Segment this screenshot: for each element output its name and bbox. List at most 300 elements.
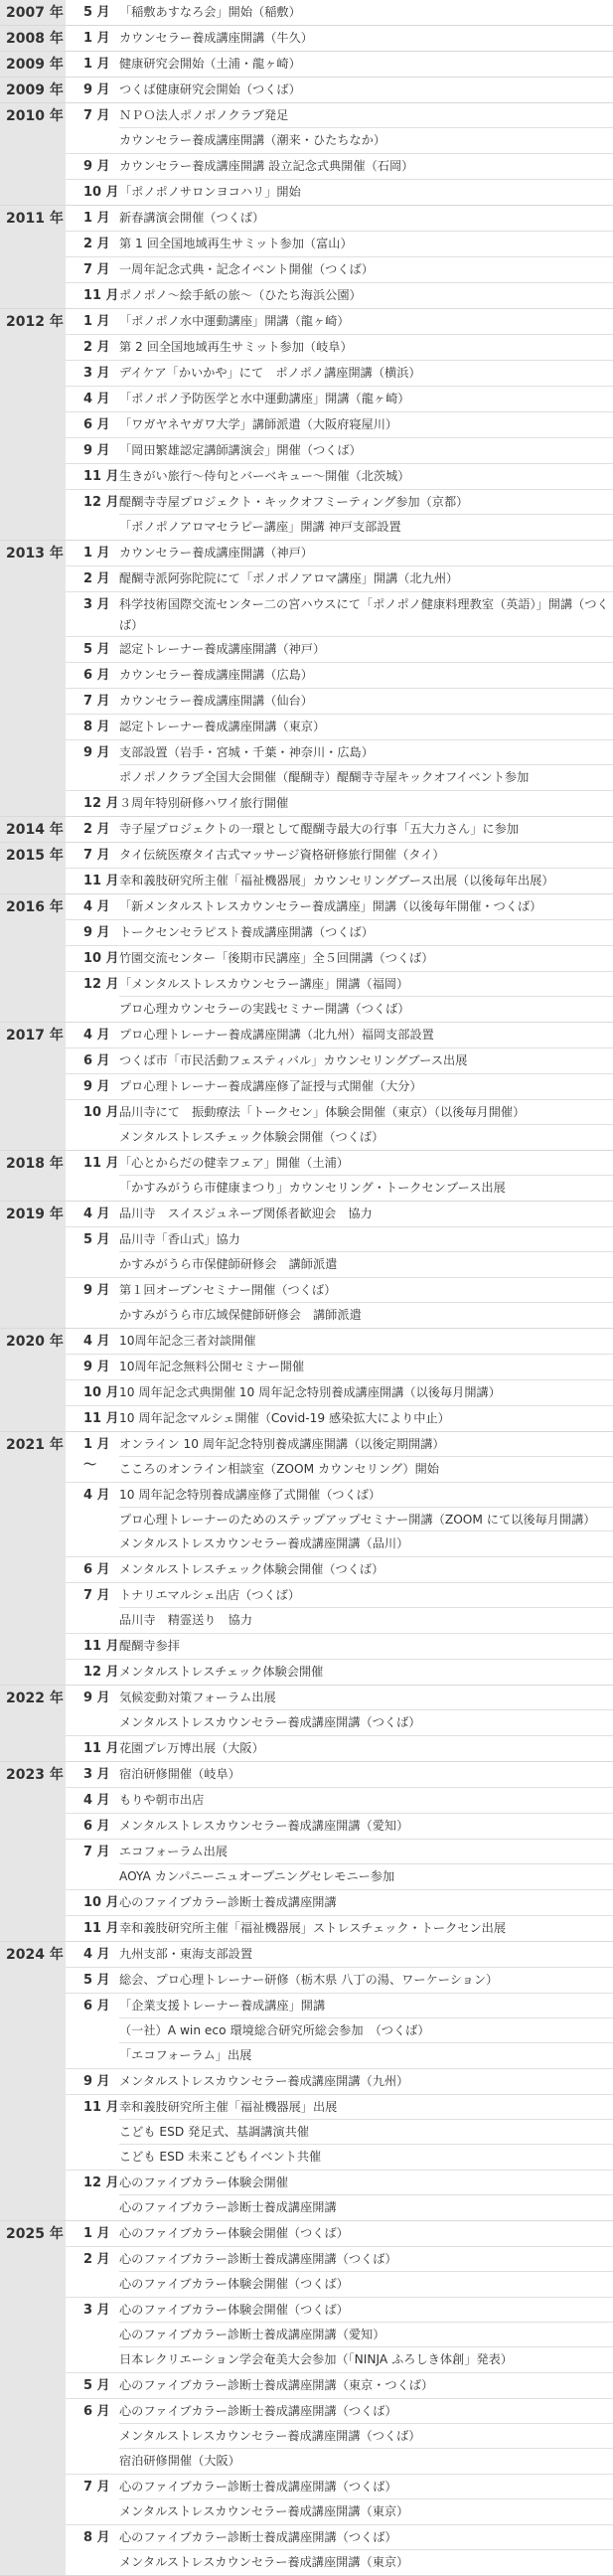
event-list [119,1406,613,1431]
event-list [119,592,613,636]
event-item: 日本レクリエーション学会奄美大会参加（「NINJA ふろしき体創」発表） [119,2352,513,2366]
event-list [119,1814,613,1839]
event-item: 醍醐寺寺屋プロジェクト・キックオフミーティング参加（京都） [119,490,613,515]
event-item: 品川寺 スイスジュネーブ関係者歓迎会 協力 [119,1207,373,1220]
month-label: 5 月 [83,1973,110,1988]
month-label: 7 月 [83,108,110,123]
event-list [119,206,613,231]
event-item: 「かすみがうら市健康まつり」カウンセリング・トークセンブース出展 [119,1181,506,1195]
month-label: 11 月 [83,1741,119,1756]
event-list [119,1432,613,1482]
month-label: 4 月 [83,392,110,406]
event-item: 花園プレ万博出展（大阪） [119,1741,264,1755]
month-group [66,1994,613,2069]
event-item: デイケア「かいかや」にて ポノポノ講座開講（横浜） [119,366,421,380]
month-label: 5 月 [83,642,110,657]
month-label: 11 月 [83,1639,119,1654]
year-group [0,78,613,103]
month-label: 10 月 [83,1385,119,1400]
month-label: 11 月 [83,874,119,888]
month-group [66,689,613,715]
month-label: 6 月 [83,1999,110,2013]
month-group [66,0,613,25]
year-label: 2011 年 [0,206,66,308]
event-list [119,180,613,205]
event-list [119,1278,613,1328]
month-label: 6 月 [83,2404,110,2419]
month-group [66,946,613,972]
event-item: （一社）A win eco 環境総合研究所総会参加 （つくば） [119,2018,613,2043]
month-label: 11 月 [83,288,119,303]
month-label: 2 月 [83,822,110,837]
month-group [66,2221,613,2247]
month-label: 1 月 [83,31,110,46]
event-item: プロ心理トレーナーのためのステップアップセミナー開講（ZOOM にて以後毎月開講） [119,1508,613,1531]
month-label: 3 月 [83,366,110,381]
year-label: 2020 年 [0,1329,66,1431]
month-label: 10 月 [83,951,119,966]
event-list [119,1202,613,1226]
year-label: 2014 年 [0,817,66,842]
month-label: 8 月 [83,720,110,734]
year-group [0,26,613,52]
event-item: AOYA カンパニーニュオープニングセレモニー参加 [119,1869,395,1883]
event-list [119,1380,613,1405]
month-group [66,1483,613,1557]
event-list [119,1890,613,1915]
event-item: メンタルストレスカウンセラー養成講座開講（東京） [119,2504,409,2518]
event-item: 心のファイブカラー体験会開催（つくば） [119,2226,349,2240]
event-item: 幸和義肢研究所主催「福祉機器展」カウンセリングブース出展（以後毎年出展） [119,874,554,887]
event-item: 「エコフォーラム」出展 [119,2048,252,2062]
event-item: かすみがうら市保健師研修会 講師派遣 [119,1257,338,1271]
month-group [66,2247,613,2298]
event-list [119,1100,613,1150]
event-item: カウンセラー養成講座開講 設立記念式典開催（石岡） [119,159,414,173]
event-list [119,2298,613,2372]
event-item: 認定トレーナー養成講座開講（神戸） [119,642,326,656]
year-months [66,1202,613,1328]
month-label: 6 月 [83,417,110,432]
event-item: 10周年記念無料公開セミナー開催 [119,1360,305,1373]
event-item: トナリエマルシェ出店（つくば） [119,1583,613,1608]
month-group [66,663,613,689]
event-item: 「企業支援トレーナー養成講座」開講 [119,1994,613,2018]
event-list [119,1660,613,1685]
month-group [66,1916,613,1941]
month-label: 4 月 [83,1488,110,1503]
month-group [66,894,613,920]
month-label: 1 月～ [83,1437,110,1473]
event-list [119,103,613,153]
event-list [119,715,613,739]
month-label: 7 月 [83,848,110,863]
event-list [119,387,613,411]
month-group [66,154,613,180]
month-group [66,791,613,816]
month-label: 9 月 [83,2074,110,2089]
event-list [119,920,613,945]
event-item: 品川寺「香山式」協力 [119,1227,613,1252]
year-group [0,817,613,843]
event-list [119,1916,613,1941]
month-group [66,1840,613,1890]
year-months [66,1942,613,2220]
event-item: 「新メンタルストレスカウンセラー養成講座」開講（以後毎年開催・つくば） [119,899,542,913]
month-label: 2 月 [83,2252,110,2267]
month-label: 9 月 [83,925,110,940]
month-group [66,1100,613,1150]
month-group [66,2298,613,2373]
event-list [119,1736,613,1761]
year-months [66,843,613,893]
year-label: 2021 年 [0,1432,66,1685]
event-list [119,1634,613,1659]
event-item: 「ポノポノサロンヨコハリ」開始 [119,185,301,199]
month-group [66,180,613,205]
year-label: 2023 年 [0,1762,66,1941]
event-item: 心のファイブカラー診断士養成講座開講（東京・つくば） [119,2378,434,2392]
event-item: カウンセラー養成講座開講（広島） [119,668,313,682]
month-label: 4 月 [83,1334,110,1349]
event-item: メンタルストレスカウンセラー養成講座開講（東京） [119,2555,409,2569]
year-group [0,309,613,541]
year-months [66,541,613,816]
month-label: 9 月 [83,1360,110,1374]
month-label: 8 月 [83,2530,110,2545]
month-label: 6 月 [83,1053,110,1068]
month-label: 6 月 [83,1562,110,1577]
month-label: 11 月 [83,1156,119,1171]
month-group [66,1329,613,1355]
month-label: 12 月 [83,2175,119,2190]
month-label: 12 月 [83,796,119,811]
year-label: 2012 年 [0,309,66,540]
event-item: 第 1 回全国地域再生サミット参加（富山） [119,237,353,250]
event-item: 生きがい旅行～侍句とバーベキュー～開催（北茨城） [119,469,410,483]
year-months [66,2221,613,2575]
month-label: 7 月 [83,694,110,709]
month-label: 4 月 [83,1793,110,1808]
month-label: 1 月 [83,211,110,226]
month-label: 9 月 [83,1079,110,1094]
month-group [66,26,613,51]
month-label: 4 月 [83,1207,110,1221]
month-label: 11 月 [83,469,119,484]
month-group [66,206,613,232]
year-months [66,0,613,25]
year-group [0,1151,613,1202]
event-item: 10 周年記念マルシェ開催（Covid-19 感染拡大により中止） [119,1411,450,1425]
month-group [66,592,613,637]
event-list [119,1023,613,1047]
month-group [66,1736,613,1761]
event-item: 幸和義肢研究所主催「福祉機器展」ストレスチェック・トークセン出展 [119,1921,507,1935]
month-group [66,1355,613,1380]
event-item: カウンセラー養成講座開講（牛久） [119,31,313,45]
month-label: 9 月 [83,1283,110,1298]
event-list [119,438,613,463]
event-item: ３周年特別研修ハワイ旅行開催 [119,796,289,810]
month-group [66,361,613,387]
month-label: 7 月 [83,1588,110,1603]
month-label: 12 月 [83,977,119,992]
month-label: 5 月 [83,2378,110,2393]
month-group [66,843,613,869]
event-list [119,791,613,816]
year-group [0,843,613,894]
year-months [66,1762,613,1941]
month-group [66,387,613,412]
month-group [66,2399,613,2475]
event-item: メンタルストレスチェック体験会開催 [119,1665,324,1679]
event-item: 「ポノポノアロマセラピー講座」開講 神戸支部設置 [119,520,401,534]
year-label: 2017 年 [0,1023,66,1150]
event-item: もりや朝市出店 [119,1793,205,1807]
year-months [66,817,613,842]
event-list [119,309,613,334]
month-group [66,2069,613,2095]
month-label: 1 月 [83,546,110,561]
event-list [119,335,613,360]
event-item: メンタルストレスチェック体験会開催（つくば） [119,1130,384,1144]
event-list [119,1227,613,1277]
event-item: プロ心理カウンセラーの実践セミナー開講（つくば） [119,1002,410,1016]
event-item: 一周年記念式典・記念イベント開催（つくば） [119,262,374,276]
event-item: 健康研究会開始（土浦・龍ヶ崎） [119,57,301,71]
month-label: 1 月 [83,57,110,72]
month-group [66,817,613,842]
event-item: ポノポノクラブ全国大会開催（醍醐寺）醍醐寺寺屋キックオフイベント参加 [119,770,530,784]
year-label: 2025 年 [0,2221,66,2575]
event-list [119,843,613,868]
month-group [66,1557,613,1583]
event-list [119,2373,613,2398]
event-item: メンタルストレスカウンセラー養成講座開講（品川） [119,1536,409,1550]
event-item: プロ心理トレーナー養成講座開講（北九州）福岡支部設置 [119,1028,434,1042]
month-label: 5 月 [83,5,110,20]
event-list [119,2247,613,2297]
event-item: 「メンタルストレスカウンセラー講座」開講（福岡） [119,972,613,997]
event-list [119,1048,613,1073]
year-months [66,26,613,51]
event-list [119,946,613,971]
event-item: 10 周年記念式典開催 10 周年記念特別養成講座開講（以後毎月開講） [119,1385,501,1399]
month-group [66,1814,613,1840]
event-item: つくば市「市民活動フェスティバル」カウンセリングブース出展 [119,1053,468,1067]
year-label: 2007 年 [0,0,66,25]
event-item: 「岡田繁雄認定講師講演会」開催（つくば） [119,443,362,457]
month-group [66,2095,613,2171]
event-item: 心のファイブカラー診断士養成講座開講 [119,1895,337,1909]
year-group [0,541,613,817]
month-group [66,257,613,283]
year-months [66,206,613,308]
month-group [66,52,613,77]
month-label: 6 月 [83,1819,110,1834]
month-group [66,1942,613,1968]
event-item: 醍醐寺参拝 [119,1639,180,1653]
event-item: 「ポノポノ予防医学と水中運動講座」開講（龍ヶ崎） [119,392,410,405]
event-list [119,464,613,489]
month-group [66,232,613,257]
event-item: 心のファイブカラー診断士養成講座開講（つくば） [119,2525,613,2550]
year-label: 2024 年 [0,1942,66,2220]
month-label: 3 月 [83,597,110,612]
event-item: 宿泊研修開催（岐阜） [119,1767,240,1781]
event-list [119,1686,613,1735]
event-item: 心のファイブカラー診断士養成講座開講（つくば） [119,2475,613,2499]
month-group [66,1686,613,1736]
month-group [66,1227,613,1278]
year-months [66,52,613,77]
event-item: 寺子屋プロジェクトの一環として醍醐寺最大の行事「五大力さん」に参加 [119,822,519,836]
event-list [119,412,613,437]
event-list [119,1788,613,1813]
year-label: 2009 年 [0,52,66,77]
event-item: エコフォーラム出展 [119,1840,613,1864]
month-label: 7 月 [83,2480,110,2495]
event-item: 宿泊研修開催（大阪） [119,2454,240,2468]
event-item: メンタルストレスカウンセラー養成講座開講（つくば） [119,2424,613,2449]
month-group [66,920,613,946]
year-label: 2022 年 [0,1686,66,1761]
month-label: 12 月 [83,495,119,510]
event-list [119,2095,613,2170]
event-list [119,2399,613,2474]
month-group [66,715,613,740]
year-label: 2010 年 [0,103,66,205]
month-label: 3 月 [83,1767,110,1782]
month-group [66,1968,613,1994]
event-item: 品川寺 精霊送り 協力 [119,1613,253,1627]
month-label: 10 月 [83,1105,119,1120]
month-group [66,541,613,566]
year-group [0,1942,613,2221]
event-item: こころのオンライン相談室（ZOOM カウンセリング）開始 [119,1462,439,1476]
month-label: 9 月 [83,159,110,174]
month-group [66,2475,613,2525]
year-group [0,1432,613,1686]
year-months [66,1686,613,1761]
event-list [119,283,613,308]
event-list [119,2475,613,2524]
month-label: 9 月 [83,443,110,458]
event-item: こども ESD 未来こどもイベント共催 [119,2150,322,2164]
event-item: 心のファイブカラー診断士養成講座開講（つくば） [119,2399,613,2424]
event-item: トークセンセラピスト養成講座開講（つくば） [119,925,374,939]
event-list [119,1557,613,1582]
year-months [66,894,613,1022]
event-item: つくば健康研究会開始（つくば） [119,82,301,96]
year-group [0,1329,613,1432]
year-group [0,1023,613,1151]
year-label: 2009 年 [0,78,66,102]
event-item: 第 2 回全国地域再生サミット参加（岐阜） [119,340,353,354]
event-item: 竹園交流センター「後期市民講座」全５回開講（つくば） [119,951,434,965]
month-group [66,309,613,335]
event-list [119,817,613,842]
event-item: タイ伝統医療タイ古式マッサージ資格研修旅行開催（タイ） [119,848,445,862]
event-list [119,78,613,102]
month-group [66,283,613,308]
year-label: 2019 年 [0,1202,66,1328]
month-label: 3 月 [83,2303,110,2318]
month-label: 11 月 [83,1411,119,1426]
event-item: 心のファイブカラー体験会開催（つくば） [119,2298,613,2323]
month-label: 2 月 [83,571,110,586]
event-list [119,154,613,179]
year-group [0,1202,613,1329]
event-list [119,1074,613,1099]
event-list [119,1151,613,1201]
month-group [66,1380,613,1406]
event-item: 九州支部・東海支部設置 [119,1947,253,1961]
event-list [119,1942,613,1967]
year-label: 2013 年 [0,541,66,816]
event-item: 心のファイブカラー診断士養成講座開講（つくば） [119,2247,613,2272]
month-label: 2 月 [83,340,110,355]
month-group [66,740,613,791]
year-label: 2008 年 [0,26,66,51]
event-list [119,52,613,77]
month-label: 4 月 [83,899,110,914]
event-item: 科学技術国際交流センター二の宮ハウスにて「ポノポノ健康料理教室（英語）」開講（つくば） [119,597,609,632]
year-months [66,78,613,102]
event-item: 「ワガヤネヤガワ大学」講師派遣（大阪府寝屋川） [119,417,398,431]
year-group [0,52,613,78]
event-item: プロ心理トレーナー養成講座修了証授与式開催（大分） [119,1079,422,1093]
event-list [119,1355,613,1379]
year-group [0,0,613,26]
event-list [119,740,613,790]
event-item: カウンセラー養成講座開講（仙台） [119,694,313,708]
month-label: 5 月 [83,1232,110,1247]
event-item: オンライン 10 周年記念特別養成講座開講（以後定期開講） [119,1432,613,1457]
year-months [66,309,613,540]
year-months [66,1329,613,1431]
month-group [66,1762,613,1788]
year-group [0,1762,613,1942]
month-group [66,1074,613,1100]
event-list [119,894,613,919]
event-list [119,2525,613,2575]
month-group [66,1660,613,1685]
year-group [0,894,613,1023]
event-list [119,1583,613,1633]
event-item: 支部設置（岩手・宮城・千葉・神奈川・広島） [119,740,613,765]
month-label: 9 月 [83,82,110,97]
event-list [119,2171,613,2220]
event-item: 心のファイブカラー診断士養成講座開講（愛知） [119,2323,613,2347]
month-group [66,1788,613,1814]
event-list [119,1329,613,1354]
month-group [66,103,613,154]
month-group [66,1202,613,1227]
month-label: 2 月 [83,237,110,251]
event-item: 「稲敷あすなろ会」開始（稲敷） [119,5,301,19]
event-item: メンタルストレスカウンセラー養成講座開講（つくば） [119,1715,421,1729]
event-list [119,2069,613,2094]
month-label: 10 月 [83,1895,119,1910]
month-group [66,1432,613,1483]
event-list [119,663,613,688]
event-item: カウンセラー養成講座開講（潮来・ひたちなか） [119,133,386,147]
year-months [66,1023,613,1150]
month-group [66,335,613,361]
event-list [119,1968,613,1993]
event-list [119,490,613,540]
